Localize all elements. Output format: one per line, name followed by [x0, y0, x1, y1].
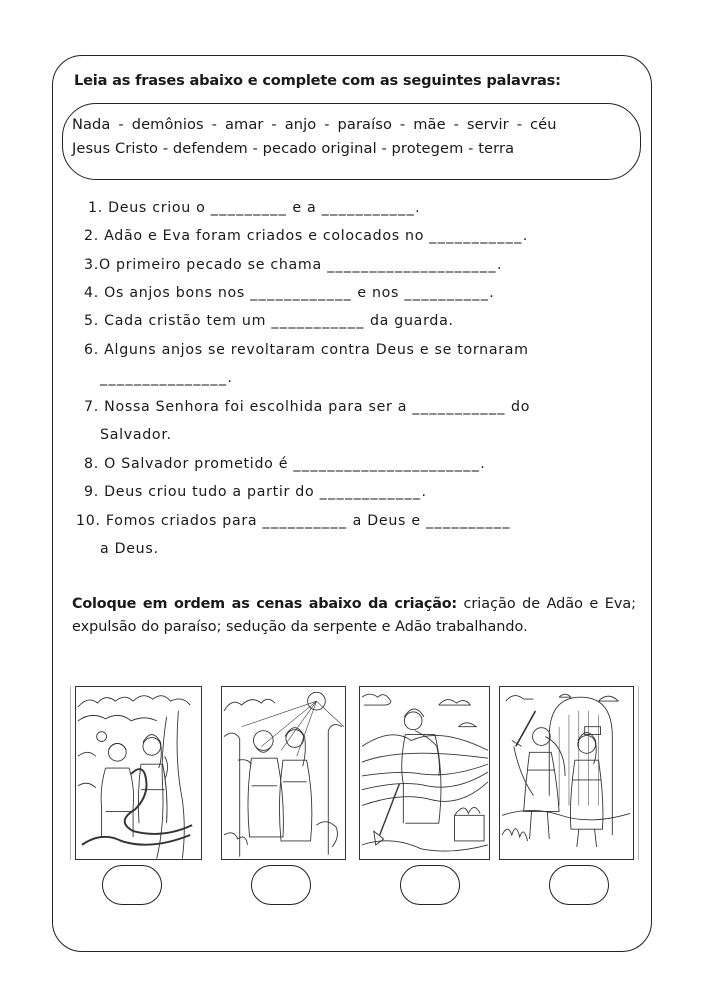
question-5: 5. Cada cristão tem um ___________ da guarda. — [84, 313, 454, 329]
scene-1-order-box[interactable] — [102, 865, 162, 905]
question-3: 3.O primeiro pecado se chama ____________________. — [84, 257, 503, 273]
answer-blank[interactable]: __________ — [404, 285, 490, 301]
question-6-line-2: _______________. — [100, 370, 233, 386]
question-9: 9. Deus criou tudo a partir do ____________. — [84, 484, 427, 500]
answer-blank[interactable]: ____________________ — [327, 257, 497, 273]
question-10: 10. Fomos criados para __________ a Deus e __________ — [76, 513, 511, 529]
answer-blank[interactable]: _________ — [210, 200, 288, 216]
question-2: 2. Adão e Eva foram criados e colocados no ___________. — [84, 228, 528, 244]
question-6: 6. Alguns anjos se revoltaram contra Deus e se tornaram — [84, 342, 529, 358]
ordering-instructions — [72, 593, 636, 639]
answer-blank[interactable]: _______________ — [100, 370, 228, 386]
word-bank-line-2: Jesus Cristo - defendem - pecado original - protegem - terra — [72, 140, 515, 157]
scene-3-order-box[interactable] — [400, 865, 460, 905]
word-bank-line-1: Nada - demônios - amar - anjo - paraíso - mãe - servir - céu — [72, 116, 557, 133]
divider — [70, 686, 71, 860]
scene-2-order-box[interactable] — [251, 865, 311, 905]
answer-blank[interactable]: ____________ — [250, 285, 353, 301]
answer-blank[interactable]: __________ — [425, 513, 511, 529]
instructions-heading: Leia as frases abaixo e complete com as seguintes palavras: — [74, 72, 561, 89]
question-4: 4. Os anjos bons nos ____________ e nos __________. — [84, 285, 495, 301]
question-1: 1. Deus criou o _________ e a ___________. — [88, 200, 421, 216]
question-10-line-2: a Deus. — [100, 541, 159, 557]
ordering-body: criação de Adão e Eva; expulsão do paraíso; sedução da serpente e Adão trabalhando. — [72, 596, 636, 635]
expulsion-paradise-scene-image — [499, 686, 634, 860]
answer-blank[interactable]: ______________________ — [293, 456, 481, 472]
answer-blank[interactable]: ___________ — [321, 200, 416, 216]
scene-4-order-box[interactable] — [549, 865, 609, 905]
question-7-line-2: Salvador. — [100, 427, 172, 443]
answer-blank[interactable]: ___________ — [412, 399, 506, 415]
answer-blank[interactable]: ___________ — [271, 313, 365, 329]
question-8: 8. O Salvador prometido é ______________________. — [84, 456, 486, 472]
ordering-title: Coloque em ordem as cenas abaixo da criação: — [72, 596, 457, 612]
answer-blank[interactable]: __________ — [262, 513, 348, 529]
serpent-seduction-scene-image — [75, 686, 202, 860]
adam-working-scene-image — [359, 686, 490, 860]
divider — [638, 686, 639, 860]
answer-blank[interactable]: ____________ — [319, 484, 422, 500]
answer-blank[interactable]: ___________ — [429, 228, 523, 244]
question-7: 7. Nossa Senhora foi escolhida para ser a ___________ do — [84, 399, 531, 415]
creation-adam-eve-scene-image — [221, 686, 346, 860]
